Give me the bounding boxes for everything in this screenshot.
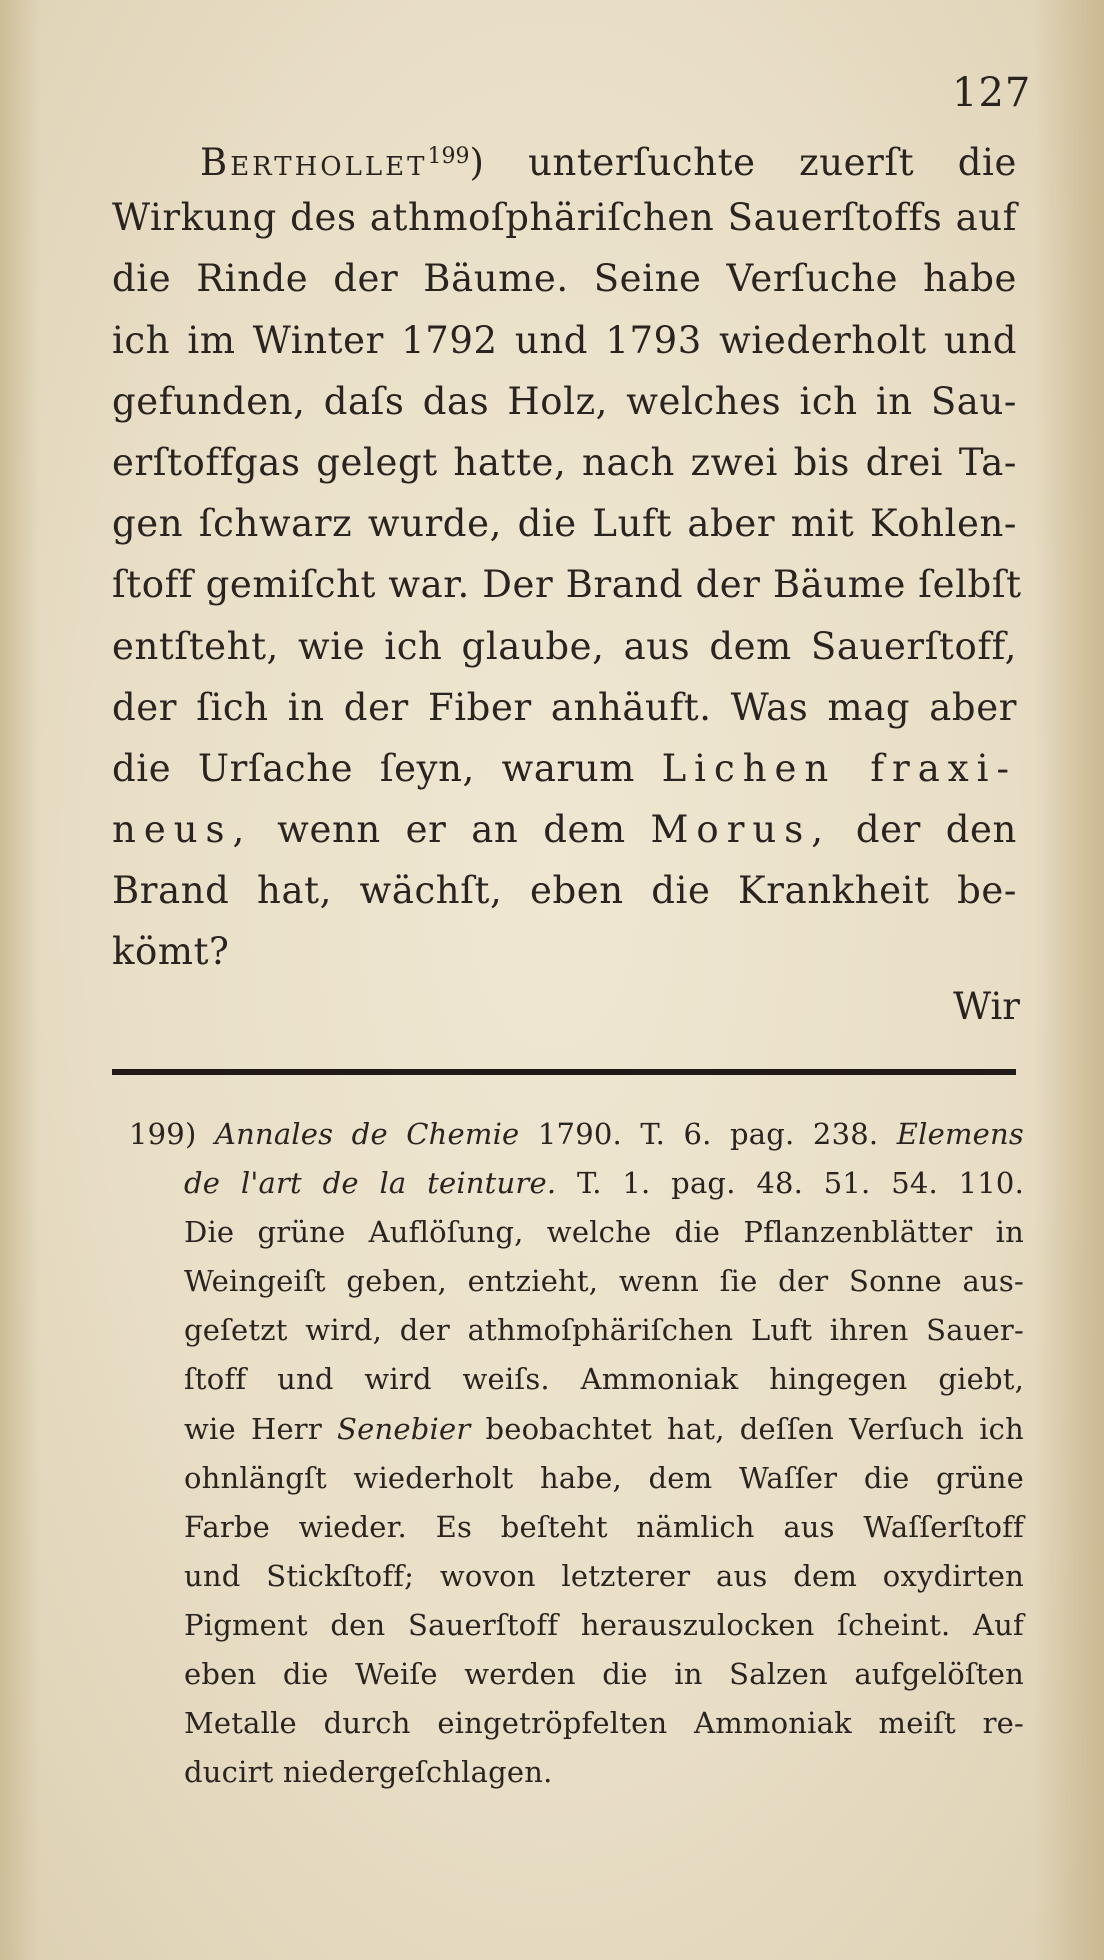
page-edge-shadow-right	[1034, 0, 1104, 1960]
text-line: gen ſchwarz wurde, die Luft aber mit Kohlen-	[112, 502, 1017, 546]
text-line: ſtoff gemiſcht war. Der Brand der Bäume ſelbſt	[112, 563, 1022, 607]
text-line: der ſich in der Fiber anhäuft. Was mag aber	[112, 685, 1017, 729]
footnote-line: ducirt niedergeſchlagen.	[184, 1755, 553, 1790]
page-edge-shadow-left	[0, 0, 40, 1960]
text-line-segment: ) unterſuchte zuerſt die	[469, 141, 1017, 184]
genus-name: Morus,	[650, 808, 831, 852]
text-line: gefunden, daſs das Holz, welches ich in Sau-	[112, 379, 1017, 423]
citation-title: Annales de Chemie	[214, 1117, 520, 1151]
footnote-line: ohnlängſt wiederholt habe, dem Waſſer die grüne	[184, 1460, 1024, 1495]
text-line: entſteht, wie ich glaube, aus dem Sauerſtoff,	[112, 624, 1017, 668]
text-line-segment: die Urſache ſeyn, warum	[112, 746, 635, 790]
text-line-segment: der den	[855, 808, 1017, 852]
text-line	[112, 799, 1017, 860]
text-line: Brand hat, wächſt, eben die Krankheit be-	[112, 869, 1017, 913]
footnote-line: und Stickſtoff; wovon letzterer aus dem oxydirten	[184, 1558, 1024, 1593]
main-text	[112, 126, 1022, 983]
footnote-line: ſtoff und wird weiſs. Ammoniak hingegen giebt,	[184, 1362, 1024, 1397]
text-line	[112, 126, 1017, 187]
text-line: die Rinde der Bäume. Seine Verſuche habe	[112, 257, 1017, 301]
text-line-segment: beobachtet hat, deſſen Verſuch ich	[485, 1411, 1025, 1446]
footnote-line: Farbe wieder. Es beſteht nämlich aus Waſſerſtoff	[184, 1509, 1024, 1544]
citation-title: Elemens	[896, 1117, 1024, 1151]
text-line: Wirkung des athmoſphäriſchen Sauerſtoffs auf	[112, 196, 1017, 240]
person-name: Senebier	[337, 1411, 471, 1446]
footnote-reference: 199	[427, 144, 470, 169]
species-name: neus,	[112, 808, 253, 852]
text-line: erſtoffgas gelegt hatte, nach zwei bis drei Ta-	[112, 440, 1017, 484]
text-line	[112, 738, 1017, 799]
footnote-line: geſetzt wird, der athmoſphäriſchen Luft ihren Sauer-	[184, 1313, 1024, 1348]
species-name: Lichen fraxi-	[661, 746, 1017, 790]
footnote-divider	[112, 1069, 1016, 1075]
footnote-line: Metalle durch eingetröpfelten Ammoniak meiſt re-	[184, 1706, 1024, 1741]
footnote-line: eben die Weiſe werden die in Salzen aufgelöſten	[184, 1657, 1024, 1692]
footnote-line	[129, 1110, 1024, 1159]
author-name: Berthollet	[200, 141, 428, 184]
footnote-number: 199)	[129, 1117, 197, 1151]
footnote	[129, 1110, 1024, 1797]
text-line: ich im Winter 1792 und 1793 wiederholt und	[112, 318, 1017, 362]
text-line-segment: wie Herr	[184, 1411, 322, 1446]
footnote-line: Pigment den Sauerſtoff herauszulocken ſcheint. Auf	[184, 1607, 1024, 1642]
footnote-line: Weingeiſt geben, entzieht, wenn ſie der Sonne aus-	[184, 1264, 1024, 1299]
page-number: 127	[952, 70, 1032, 116]
footnote-line	[129, 1405, 1024, 1454]
citation-reference: T. 1. pag. 48. 51. 54. 110.	[576, 1166, 1024, 1201]
citation-reference: 1790. T. 6. pag. 238.	[537, 1117, 879, 1151]
footnote-line: Die grüne Auflöſung, welche die Pflanzenblätter in	[184, 1215, 1024, 1250]
footnote-line	[129, 1159, 1024, 1208]
text-line-segment: wenn er an dem	[277, 808, 626, 852]
citation-title: de l'art de la teinture.	[184, 1166, 557, 1201]
catchword: Wir	[953, 985, 1020, 1028]
text-line: kömt?	[112, 930, 230, 974]
